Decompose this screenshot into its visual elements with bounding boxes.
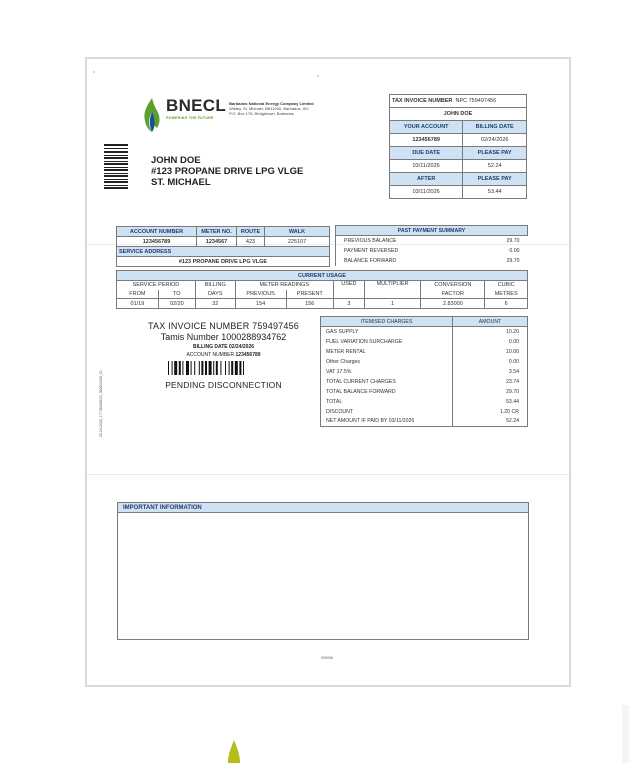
account-number-value: 123456789 (117, 237, 197, 247)
metres-header: METRES (485, 290, 528, 299)
flame-logo-icon (142, 97, 162, 133)
charge-row (321, 357, 528, 367)
charge-row (321, 377, 528, 387)
tax-invoice-number: TAX INVOICE NUMBER 759497456 (148, 321, 299, 331)
brand-tagline: POWERING THE FUTURE (166, 116, 214, 120)
after-amount-value: 53.44 (463, 186, 527, 199)
charge-amount: 29.70 (453, 387, 528, 397)
billing-date-label: BILLING DATE (463, 121, 527, 134)
speck (93, 71, 95, 73)
past-payment-summary (335, 225, 528, 266)
customer-address-block (151, 155, 303, 188)
charge-amount: 23.74 (453, 377, 528, 387)
important-information-title: IMPORTANT INFORMATION (118, 503, 528, 513)
your-account-label: YOUR ACCOUNT (390, 121, 463, 134)
current-usage-table (116, 270, 528, 309)
company-address-line: P.O. Box 175, Bridgetown, Barbados (229, 111, 294, 116)
charge-row (321, 347, 528, 357)
pending-disconnection-notice: PENDING DISCONNECTION (165, 380, 282, 390)
remittance-info (131, 321, 316, 390)
charge-row (321, 367, 528, 377)
billing-date-line: BILLING DATE 02/24/2026 (192, 344, 255, 350)
due-date-label: DUE DATE (390, 147, 463, 160)
route-value: 423 (237, 237, 265, 247)
invoice-summary-box (389, 94, 527, 199)
days-header: DAYS (195, 290, 235, 299)
to-header: TO (158, 290, 195, 299)
charge-amount: 1.20 CR (453, 407, 528, 417)
company-logo (142, 97, 314, 133)
charge-label: TOTAL BALANCE FORWARD (321, 387, 453, 397)
invoice-document (85, 57, 571, 687)
charge-label: METER RENTAL (321, 347, 453, 357)
company-name: Barbados National Energy Company Limited (229, 101, 314, 106)
charge-amount: 10.00 (453, 347, 528, 357)
postal-barcode (104, 144, 128, 189)
please-pay-after-label: PLEASE PAY (463, 173, 527, 186)
charge-amount: 52.24 (453, 417, 528, 427)
cubic-header: CUBIC (485, 281, 528, 290)
page-edge (622, 705, 629, 763)
due-date-value: 03/11/2026 (390, 160, 463, 173)
charge-label: DISCOUNT (321, 407, 453, 417)
meter-no-value: 1234567 (197, 237, 237, 247)
billing-date-value: 02/24/2026 (463, 134, 527, 147)
usage-values-row: 01/19 02/20 32 154 156 3 1 2.83000 6 (117, 299, 528, 309)
charge-amount: 0.00 (453, 357, 528, 367)
charge-label: Other Charges (321, 357, 453, 367)
after-label: AFTER (390, 173, 463, 186)
company-address-line: Wildey, St. Michael, BB11000, Barbados, W.I. (229, 106, 310, 111)
billing-header: BILLING (195, 281, 235, 290)
customer-parish: ST. MICHAEL (151, 177, 211, 188)
meter-no-header: METER NO. (197, 227, 237, 237)
charge-amount: 10.20 (453, 327, 528, 337)
meter-readings-header: METER READINGS (235, 281, 333, 290)
your-account-value: 123456789 (390, 134, 463, 147)
charge-amount: 3.54 (453, 367, 528, 377)
flame-graphic-icon (228, 740, 240, 763)
walk-header: WALK (265, 227, 330, 237)
charge-row (321, 327, 528, 337)
conversion-header: CONVERSION (421, 281, 485, 290)
factor-header: FACTOR (421, 290, 485, 299)
customer-street: #123 PROPANE DRIVE LPG VLGE (151, 166, 304, 177)
due-amount-value: 52.24 (463, 160, 527, 173)
service-period-header: SERVICE PERIOD (117, 281, 196, 290)
invoice-barcode (168, 361, 280, 375)
please-pay-label: PLEASE PAY (463, 147, 527, 160)
charge-label: TOTAL CURRENT CHARGES (321, 377, 453, 387)
past-payment-row: BALANCE FORWARD 29.70 (336, 256, 528, 266)
account-number-header: ACCOUNT NUMBER (117, 227, 197, 237)
route-header: ROUTE (237, 227, 265, 237)
footer-code: 000006 (321, 656, 333, 660)
multiplier-header: MULTIPLIER (364, 281, 420, 299)
after-date-value: 03/11/2026 (390, 186, 463, 199)
charge-row (321, 417, 528, 427)
account-table (116, 226, 330, 267)
charge-amount: 0.00 (453, 337, 528, 347)
past-payment-title: PAST PAYMENT SUMMARY (336, 226, 528, 236)
charge-label: TOTAL (321, 397, 453, 407)
itemised-charges-title: ITEMISED CHARGES (321, 317, 453, 327)
important-information-box (117, 502, 529, 640)
charge-label: VAT 17.5% (321, 367, 453, 377)
customer-name: JOHN DOE (151, 155, 201, 166)
brand-name: BNECL (166, 96, 227, 115)
fold-line (87, 474, 569, 475)
charge-row (321, 397, 528, 407)
current-usage-title: CURRENT USAGE (117, 271, 528, 281)
service-address-label: SERVICE ADDRESS (117, 247, 330, 257)
past-payment-row: PAYMENT REVERSED 0.00 (336, 246, 528, 256)
company-address (229, 101, 314, 116)
charge-label: GAS SUPPLY (321, 327, 453, 337)
service-address-value: #123 PROPANE DRIVE LPG VLGE (117, 257, 330, 267)
previous-header: PREVIOUS (235, 290, 286, 299)
charge-label: NET AMOUNT IF PAID BY 03/11/2026 (321, 417, 453, 427)
charge-row (321, 387, 528, 397)
charge-row (321, 337, 528, 347)
past-payment-row: PREVIOUS BALANCE 29.70 (336, 236, 528, 246)
account-number-line: ACCOUNT NUMBER 123456789 (186, 352, 261, 358)
document-side-code: 02-24-2026_1773803482S_060000406_01 (99, 370, 103, 437)
walk-value: 225107 (265, 237, 330, 247)
charge-amount: 53.44 (453, 397, 528, 407)
tax-invoice-header: TAX INVOICE NUMBER NPC 759497456 (390, 95, 527, 108)
tamis-number: Tamis Number 1000288934762 (160, 332, 287, 342)
from-header: FROM (117, 290, 159, 299)
charge-label: FUEL VARIATION SURCHARGE (321, 337, 453, 347)
charge-row (321, 407, 528, 417)
used-header: USED (333, 281, 364, 299)
itemised-charges-table (320, 316, 528, 427)
speck (317, 75, 319, 77)
present-header: PRESENT (286, 290, 333, 299)
invoice-customer-name: JOHN DOE (390, 108, 527, 121)
amount-header: AMOUNT (453, 317, 528, 327)
